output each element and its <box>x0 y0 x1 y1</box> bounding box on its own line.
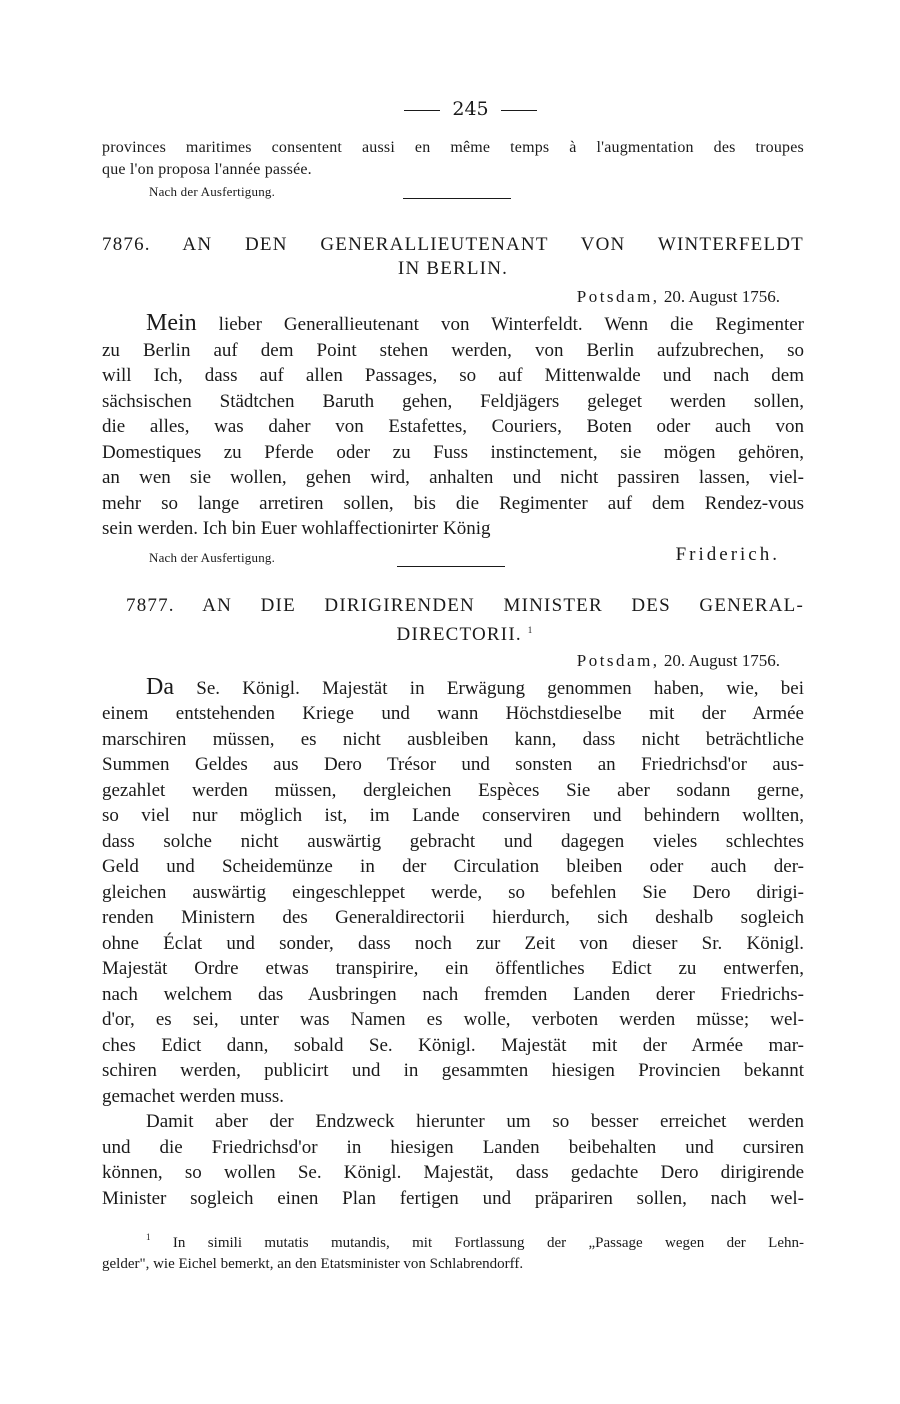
page-number: 245 <box>452 98 489 120</box>
text-line: Summen Geldes aus Dero Trésor und sonsten an Friedrichsd'or aus- <box>102 754 804 775</box>
text-line: Majestät Ordre etwas transpirire, ein öffentliches Edict zu entwerfen, <box>102 958 804 979</box>
letter-7876-body <box>102 311 804 542</box>
footnote-mark: 1 <box>527 624 534 635</box>
text-line: so viel nur möglich ist, im Lande conserviren und behindern wollten, <box>102 805 804 826</box>
text-line: will Ich, dass auf allen Passages, so auf Mittenwalde und nach dem <box>102 365 804 386</box>
footnote-line: $^1$ In simili mutatis mutandis, mit Fortlassung der „Passage wegen der Lehn- <box>146 1232 804 1251</box>
text-line: renden Ministern des Generaldirectorii hierdurch, sich deshalb sogleich <box>102 907 804 928</box>
text-line: zu Berlin auf dem Point stehen werden, von Berlin aufzubrechen, so <box>102 339 804 361</box>
text-line: gleichen auswärtig eingeschleppet werde, so befehlen Sie Dero dirigi- <box>102 881 804 903</box>
lead-word: Mein <box>146 310 197 336</box>
lead-word: Da <box>146 673 174 700</box>
letter-7877-heading <box>102 594 804 647</box>
text-line: und die Friedrichsd'or in hiesigen Landen beibehalten und cursiren <box>102 1136 804 1158</box>
text-line: sein werden. Ich bin Euer wohlaffectionirter König <box>102 518 491 539</box>
letter-7877-paragraph-1 <box>102 675 804 1110</box>
letter-title-line1: 7877. AN DIE DIRIGIRENDEN MINISTER DES GENERAL- <box>126 594 804 616</box>
header-dash-left <box>404 110 440 111</box>
dateline <box>102 285 804 309</box>
letter-title-line1: 7876. AN DEN GENERALLIEUTENANT VON WINTERFELDT <box>102 234 804 255</box>
text-line: an wen sie wollen, gehen wird, anhalten und nicht passiren lassen, viel- <box>102 467 804 488</box>
text-line: ches Edict dann, sobald Se. Königl. Majestät mit der Armée mar- <box>102 1034 804 1056</box>
text-line: Domestiques zu Pferde oder zu Fuss instinctement, sie mögen gehören, <box>102 441 804 463</box>
letter-title-line2: DIRECTORII. $^1$ <box>396 623 534 645</box>
intro-paragraph <box>102 137 804 181</box>
text-line: dass solche nicht auswärtig gebracht und dagegen vieles schlechtes <box>102 830 804 852</box>
header-dash-right <box>501 110 537 111</box>
letter-7876-heading <box>102 233 804 281</box>
section-divider <box>397 566 505 567</box>
page-header <box>137 94 804 124</box>
text-line: d'or, es sei, unter was Namen es wolle, verboten werden müsse; wel- <box>102 1009 804 1030</box>
page <box>102 94 804 1275</box>
text-line: Da Se. Königl. Majestät in Erwägung genommen haben, wie, bei <box>146 673 804 700</box>
text-line: Mein lieber Generallieutenant von Winterfeldt. Wenn die Regimenter <box>146 310 804 336</box>
text-line: gezahlet werden müssen, dergleichen Espèces Sie aber sodann gerne, <box>102 779 804 801</box>
date-place: Potsdam, <box>576 650 660 670</box>
date-place: Potsdam, <box>576 287 660 306</box>
text-line: Minister sogleich einen Plan fertigen und präpariren sollen, nach wel- <box>102 1187 804 1209</box>
text-line: gemachet werden muss. <box>102 1085 285 1107</box>
letter-7877-paragraph-2 <box>102 1109 804 1211</box>
footnote-mark: 1 <box>146 1232 151 1242</box>
text-line: provinces maritimes consentent aussi en même temps à l'augmentation des troupes <box>102 139 804 156</box>
text-line: nach welchem das Ausbringen nach fremden Landen derer Friedrichs- <box>102 983 804 1005</box>
text-line: sächsischen Städtchen Baruth gehen, Feldjägers geleget werden sollen, <box>102 390 804 412</box>
text-line: Damit aber der Endzweck hierunter um so besser erreichet werden <box>146 1111 804 1132</box>
text-line: mehr so lange arretiren sollen, bis die Regimenter auf dem Rendez-vous <box>102 492 804 514</box>
source-note: Nach der Ausfertigung. <box>149 184 276 199</box>
footnote-line: gelder", wie Eichel bemerkt, an den Etatsminister von Schlabrendorff. <box>102 1256 524 1272</box>
date: 20. August 1756. <box>663 650 780 670</box>
signature-row <box>102 544 804 570</box>
text-line: einem entstehenden Kriege und wann Höchstdieselbe mit der Armée <box>102 703 804 724</box>
text-line: die alles, was daher von Estafettes, Couriers, Boten oder auch von <box>102 416 804 437</box>
text-line: können, so wollen Se. Königl. Majestät, dass gedachte Dero dirigirende <box>102 1162 804 1183</box>
text-line: ohne Éclat und sonder, dass noch zur Zeit von dieser Sr. Königl. <box>102 932 804 954</box>
text-line: que l'on proposa l'année passée. <box>102 161 312 178</box>
section-divider <box>403 198 511 199</box>
letter-title-line2: IN BERLIN. <box>397 258 509 279</box>
text-line: Geld und Scheidemünze in der Circulation bleiben oder auch der- <box>102 856 804 877</box>
source-note: Nach der Ausfertigung. <box>149 549 276 565</box>
date: 20. August 1756. <box>663 287 780 306</box>
footnote <box>102 1227 804 1275</box>
dateline <box>102 649 804 673</box>
text-line: marschiren müssen, es nicht ausbleiben kann, dass nicht beträchtliche <box>102 728 804 750</box>
text-line: schiren werden, publicirt und in gesammten hiesigen Provincien bekannt <box>102 1060 804 1081</box>
signature: Friderich. <box>675 543 780 565</box>
